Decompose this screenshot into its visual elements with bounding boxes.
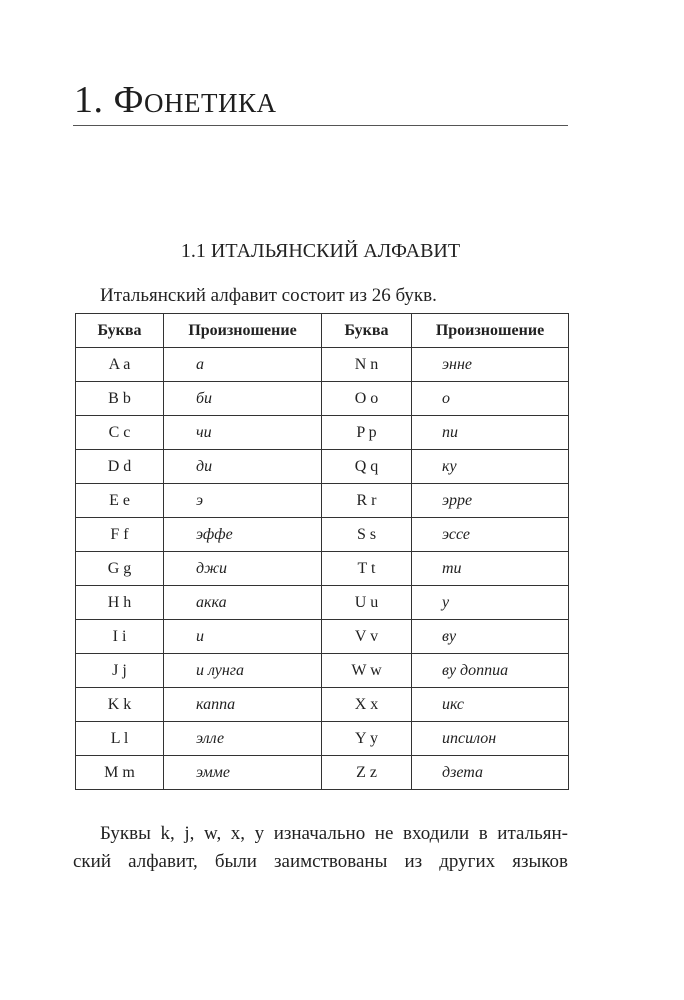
pronunciation-cell: о bbox=[412, 382, 569, 416]
letter-cell: L l bbox=[76, 722, 164, 756]
pronunciation-cell: эффе bbox=[164, 518, 322, 552]
letter-cell: H h bbox=[76, 586, 164, 620]
pronunciation-cell: элле bbox=[164, 722, 322, 756]
table-row bbox=[76, 518, 569, 552]
letter-cell: V v bbox=[322, 620, 412, 654]
table-row bbox=[76, 756, 569, 790]
letter-cell: R r bbox=[322, 484, 412, 518]
letter-cell: F f bbox=[76, 518, 164, 552]
paragraph-line: Буквы k, j, w, x, y изначально не входили в итальян- bbox=[100, 823, 568, 844]
body-paragraph bbox=[73, 820, 568, 876]
pronunciation-cell: эрре bbox=[412, 484, 569, 518]
pronunciation-cell: и лунга bbox=[164, 654, 322, 688]
pronunciation-cell: ди bbox=[164, 450, 322, 484]
letter-cell: I i bbox=[76, 620, 164, 654]
intro-text: Итальянский алфавит состоит из 26 букв. bbox=[100, 285, 437, 306]
pronunciation-cell: ку bbox=[412, 450, 569, 484]
paragraph-line: ский алфавит, были заимствованы из других языков bbox=[73, 851, 568, 872]
pronunciation-cell: э bbox=[164, 484, 322, 518]
table-row bbox=[76, 722, 569, 756]
table-row bbox=[76, 586, 569, 620]
letter-cell: S s bbox=[322, 518, 412, 552]
letter-cell: M m bbox=[76, 756, 164, 790]
letter-cell: Q q bbox=[322, 450, 412, 484]
section-title: 1.1 ИТАЛЬЯНСКИЙ АЛФАВИТ bbox=[180, 240, 461, 262]
pronunciation-cell: и bbox=[164, 620, 322, 654]
letter-cell: J j bbox=[76, 654, 164, 688]
pronunciation-cell: икс bbox=[412, 688, 569, 722]
table-row bbox=[76, 620, 569, 654]
table-row bbox=[76, 450, 569, 484]
letter-cell: C c bbox=[76, 416, 164, 450]
letter-cell: W w bbox=[322, 654, 412, 688]
pronunciation-cell: ипсилон bbox=[412, 722, 569, 756]
letter-cell: G g bbox=[76, 552, 164, 586]
pronunciation-cell: каппа bbox=[164, 688, 322, 722]
header-letter: Буква bbox=[322, 314, 412, 348]
pronunciation-cell: энне bbox=[412, 348, 569, 382]
table-row bbox=[76, 348, 569, 382]
table-body bbox=[76, 348, 569, 790]
pronunciation-cell: би bbox=[164, 382, 322, 416]
table-header-row bbox=[76, 314, 569, 348]
pronunciation-cell: у bbox=[412, 586, 569, 620]
table-row bbox=[76, 552, 569, 586]
pronunciation-cell: эссе bbox=[412, 518, 569, 552]
letter-cell: X x bbox=[322, 688, 412, 722]
letter-cell: O o bbox=[322, 382, 412, 416]
table-row bbox=[76, 688, 569, 722]
alphabet-table bbox=[75, 313, 569, 790]
letter-cell: N n bbox=[322, 348, 412, 382]
table-row bbox=[76, 484, 569, 518]
pronunciation-cell: акка bbox=[164, 586, 322, 620]
letter-cell: P p bbox=[322, 416, 412, 450]
letter-cell: Y y bbox=[322, 722, 412, 756]
header-pronunciation: Произношение bbox=[412, 314, 569, 348]
pronunciation-cell: ву доппиа bbox=[412, 654, 569, 688]
header-pronunciation: Произношение bbox=[164, 314, 322, 348]
pronunciation-cell: ти bbox=[412, 552, 569, 586]
pronunciation-cell: эмме bbox=[164, 756, 322, 790]
letter-cell: E e bbox=[76, 484, 164, 518]
pronunciation-cell: чи bbox=[164, 416, 322, 450]
header-letter: Буква bbox=[76, 314, 164, 348]
letter-cell: A a bbox=[76, 348, 164, 382]
table-row bbox=[76, 382, 569, 416]
letter-cell: K k bbox=[76, 688, 164, 722]
letter-cell: Z z bbox=[322, 756, 412, 790]
letter-cell: U u bbox=[322, 586, 412, 620]
pronunciation-cell: джи bbox=[164, 552, 322, 586]
letter-cell: T t bbox=[322, 552, 412, 586]
pronunciation-cell: ву bbox=[412, 620, 569, 654]
pronunciation-cell: пи bbox=[412, 416, 569, 450]
pronunciation-cell: а bbox=[164, 348, 322, 382]
table-row bbox=[76, 416, 569, 450]
pronunciation-cell: дзета bbox=[412, 756, 569, 790]
chapter-divider bbox=[73, 125, 568, 126]
table-row bbox=[76, 654, 569, 688]
letter-cell: B b bbox=[76, 382, 164, 416]
letter-cell: D d bbox=[76, 450, 164, 484]
chapter-title: 1. Фонетика bbox=[74, 79, 277, 121]
